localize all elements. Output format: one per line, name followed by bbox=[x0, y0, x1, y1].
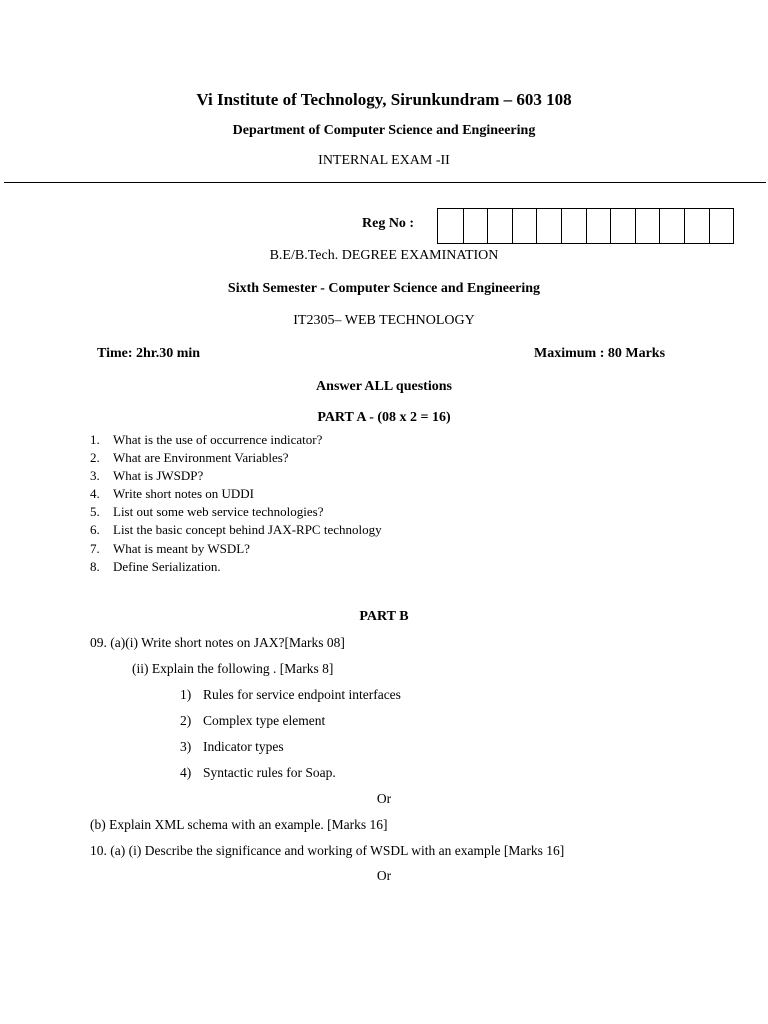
item-text: Complex type element bbox=[203, 713, 326, 728]
question-10a: 10. (a) (i) Describe the significance and working of WSDL with an example [Marks 16] bbox=[90, 843, 565, 858]
question-9b: (b) Explain XML schema with an example. [Marks 16] bbox=[90, 817, 388, 832]
list-item bbox=[90, 521, 382, 539]
reg-no-box bbox=[709, 209, 734, 243]
question-number: 4. bbox=[90, 486, 100, 502]
question-text: Write short notes on UDDI bbox=[113, 486, 255, 502]
item-text: Syntactic rules for Soap. bbox=[203, 765, 336, 780]
question-text: What are Environment Variables? bbox=[113, 450, 289, 466]
degree-title: B.E/B.Tech. DEGREE EXAMINATION bbox=[269, 248, 499, 263]
question-9a-ii-items bbox=[180, 686, 401, 790]
question-number: 3. bbox=[90, 468, 100, 484]
exam-time: Time: 2hr.30 min bbox=[97, 346, 201, 361]
question-9a-ii: (ii) Explain the following . [Marks 8] bbox=[132, 661, 334, 676]
reg-no-box bbox=[463, 209, 488, 243]
header-divider bbox=[4, 182, 766, 183]
part-a-questions bbox=[90, 431, 382, 576]
reg-no-box bbox=[438, 209, 463, 243]
list-item bbox=[90, 485, 382, 503]
reg-no-box bbox=[561, 209, 586, 243]
reg-no-box bbox=[512, 209, 537, 243]
list-item bbox=[180, 764, 401, 790]
or-separator: Or bbox=[376, 868, 392, 883]
question-text: What is meant by WSDL? bbox=[113, 540, 250, 556]
list-item bbox=[180, 686, 401, 712]
reg-no-box bbox=[684, 209, 709, 243]
question-number: 6. bbox=[90, 522, 100, 538]
item-text: Indicator types bbox=[203, 739, 284, 754]
question-number: 5. bbox=[90, 504, 100, 520]
instruction: Answer ALL questions bbox=[316, 379, 452, 394]
question-number: 2. bbox=[90, 450, 100, 466]
reg-no-box bbox=[536, 209, 561, 243]
part-a-heading: PART A - (08 x 2 = 16) bbox=[317, 410, 451, 425]
item-number: 4) bbox=[180, 765, 192, 780]
list-item bbox=[90, 558, 382, 576]
list-item bbox=[90, 467, 382, 485]
item-text: Rules for service endpoint interfaces bbox=[203, 687, 401, 702]
question-text: List the basic concept behind JAX-RPC technology bbox=[113, 522, 382, 538]
reg-no-boxes bbox=[437, 208, 734, 244]
list-item bbox=[180, 712, 401, 738]
reg-no-box bbox=[635, 209, 660, 243]
department-title: Department of Computer Science and Engineering bbox=[232, 123, 536, 138]
item-number: 2) bbox=[180, 713, 192, 728]
question-text: What is JWSDP? bbox=[113, 468, 204, 484]
list-item bbox=[90, 431, 382, 449]
reg-no-box bbox=[610, 209, 635, 243]
list-item bbox=[90, 449, 382, 467]
subject-title: IT2305– WEB TECHNOLOGY bbox=[293, 313, 475, 328]
max-marks: Maximum : 80 Marks bbox=[534, 346, 666, 361]
reg-no-box bbox=[586, 209, 611, 243]
part-b-heading: PART B bbox=[359, 609, 409, 624]
list-item bbox=[90, 503, 382, 521]
list-item bbox=[180, 738, 401, 764]
reg-no-label: Reg No : bbox=[362, 216, 415, 231]
exam-name: INTERNAL EXAM -II bbox=[318, 153, 450, 168]
or-separator: Or bbox=[376, 791, 392, 806]
question-number: 1. bbox=[90, 432, 100, 447]
question-text: Define Serialization. bbox=[113, 558, 221, 574]
question-text: What is the use of occurrence indicator? bbox=[113, 432, 323, 447]
item-number: 1) bbox=[180, 687, 192, 702]
question-text: List out some web service technologies? bbox=[113, 504, 324, 520]
semester-title: Sixth Semester - Computer Science and Engineering bbox=[227, 281, 541, 296]
item-number: 3) bbox=[180, 739, 192, 754]
question-number: 8. bbox=[90, 558, 100, 574]
reg-no-box bbox=[487, 209, 512, 243]
question-9a-i: 09. (a)(i) Write short notes on JAX?[Marks 08] bbox=[90, 635, 345, 650]
question-number: 7. bbox=[90, 540, 100, 556]
reg-no-box bbox=[659, 209, 684, 243]
list-item bbox=[90, 540, 382, 558]
institute-title: Vi Institute of Technology, Sirunkundram – 603 108 bbox=[196, 90, 572, 109]
